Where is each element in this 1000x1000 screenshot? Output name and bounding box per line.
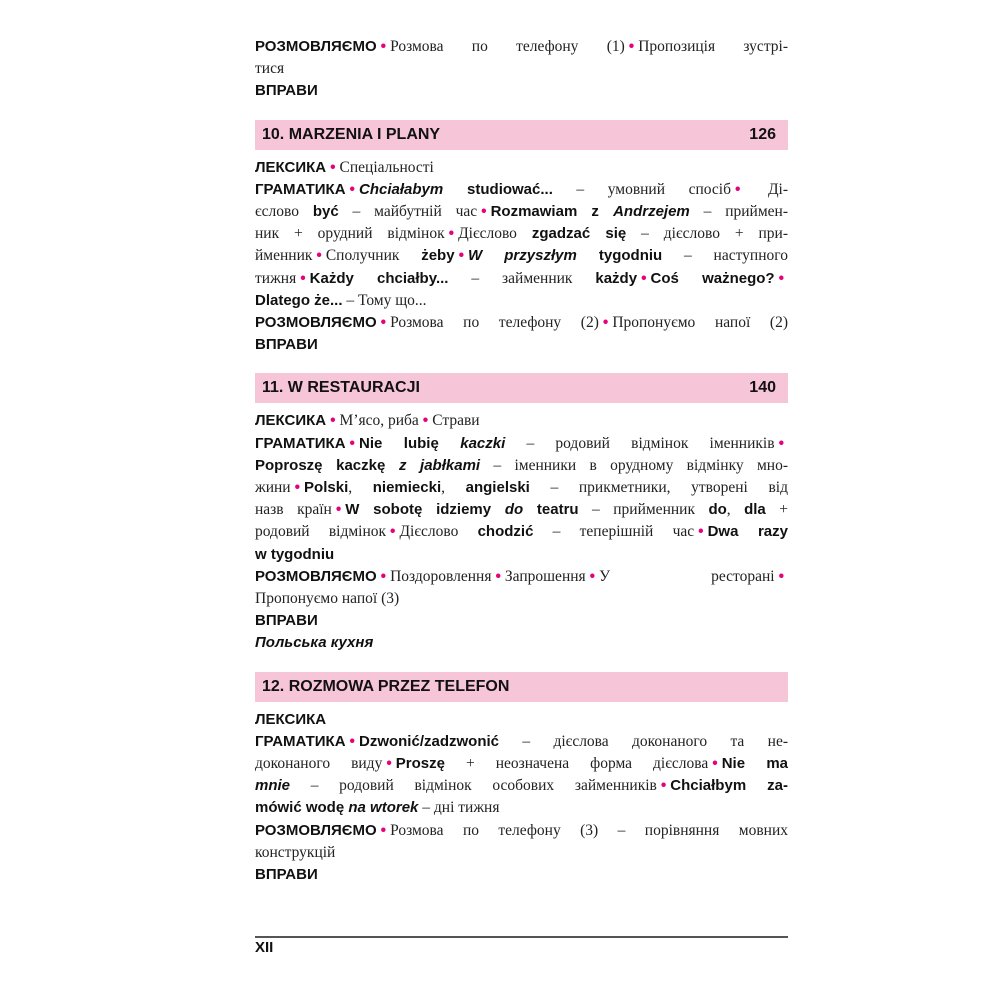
lesson-11-grammar-line: родовий відмінок • Дієслово chodzić – теперішній час • Dwa razy — [255, 523, 788, 541]
bullet-icon: • — [380, 567, 387, 585]
bullet-icon: • — [335, 501, 342, 519]
lesson-12-conversation: РОЗМОВЛЯЄМО • Розмова по телефону (3) – порівняння мовних — [255, 821, 788, 839]
lesson-11-conversation-line-2: Пропонуємо напої (3) — [255, 590, 400, 608]
bullet-icon: • — [330, 412, 336, 430]
bullet-icon: • — [349, 732, 355, 750]
page-footer-number: XII — [255, 936, 788, 956]
lesson-11-grammar-line: ГРАМАТИКА • Nie lubię kaczki – родовий відмінок іменників • — [255, 433, 788, 455]
lesson-11-vocabulary: ЛЕКСИКА • М’ясо, риба • Страви — [255, 412, 480, 430]
lesson-11-conversation: РОЗМОВЛЯЄМО • Поздоровлення • Запрошення • У ресторані • — [255, 566, 788, 588]
page-number: 126 — [749, 125, 776, 143]
table-of-contents — [255, 36, 788, 886]
lesson-12-header — [255, 672, 788, 702]
bullet-icon: • — [734, 180, 741, 198]
lesson-10-grammar-line: тижня • Każdy chciałby... – займенник każdy • Coś ważnego? • — [255, 268, 788, 290]
lesson-10-grammar-line: єслово być – майбутній час • Rozmawiam z Andrzejem – приймен- — [255, 203, 788, 221]
bullet-icon: • — [380, 821, 387, 839]
lesson-10-vocabulary: ЛЕКСИКА • Спеціальності — [255, 158, 434, 176]
bullet-icon: • — [330, 158, 336, 176]
lesson-10-grammar-line: Dlatego że... – Тому що... — [255, 291, 427, 309]
lesson-11-grammar-line: Poproszę kaczkę z jabłkami – іменники в орудному відмінку мно- — [255, 456, 788, 474]
bullet-icon: • — [481, 203, 487, 221]
lesson-10-conversation: РОЗМОВЛЯЄМО • Розмова по телефону (2) • Пропонуємо напої (2) — [255, 314, 788, 332]
lesson-10-grammar-line: йменник • Сполучник żeby • W przyszłym tygodniu – наступного — [255, 247, 788, 265]
lesson-10-exercises: ВПРАВИ — [255, 336, 318, 354]
lesson-11-grammar-line: w tygodniu — [255, 545, 335, 563]
lesson-10-header — [255, 120, 788, 150]
bullet-icon: • — [602, 314, 609, 332]
bullet-icon: • — [300, 269, 306, 287]
bullet-icon: • — [589, 567, 596, 585]
lesson-11-grammar-line: назв країн • W sobotę idziemy do teatru – прийменник do, dla + — [255, 501, 788, 519]
lesson-11-header — [255, 373, 788, 403]
lesson-12-grammar-line: mnie – родовий відмінок особових займенників • Chciałbym za- — [255, 777, 788, 795]
bullet-icon: • — [349, 180, 355, 198]
bullet-icon: • — [316, 247, 322, 265]
lesson-10-grammar-line: ГРАМАТИКА • Chciałabym studiować... – умовний спосіб • Ді- — [255, 180, 788, 198]
bullet-icon: • — [628, 38, 635, 55]
bullet-icon: • — [698, 523, 704, 541]
lesson-12-grammar-line: mówić wodę na wtorek – дні тижня — [255, 799, 500, 817]
bullet-icon: • — [349, 434, 355, 452]
lesson-title: 10. MARZENIA I PLANY — [262, 125, 441, 143]
bullet-icon: • — [778, 434, 784, 452]
lesson-10-grammar-line: ник + орудний відмінок • Дієслово zgadzać się – дієслово + при- — [255, 225, 789, 243]
bullet-icon: • — [641, 269, 647, 287]
lesson-11-polish-cuisine: Польська кухня — [255, 634, 374, 652]
bullet-icon: • — [660, 777, 667, 795]
lesson-title: 12. ROZMOWA PRZEZ TELEFON — [262, 677, 510, 695]
bullet-icon: • — [294, 479, 301, 497]
bullet-icon: • — [390, 523, 396, 541]
bullet-icon: • — [448, 225, 455, 243]
bullet-icon: • — [712, 755, 718, 773]
bullet-icon: • — [495, 567, 501, 585]
prev-conversation-line: РОЗМОВЛЯЄМО • Розмова по телефону (1) • Пропозиція зустрі- — [255, 38, 788, 55]
prev-exercises: ВПРАВИ — [255, 82, 318, 100]
bullet-icon: • — [380, 38, 387, 55]
lesson-12-vocabulary: ЛЕКСИКА — [255, 710, 327, 728]
bullet-icon: • — [380, 314, 387, 332]
bullet-icon: • — [778, 269, 785, 287]
bullet-icon: • — [458, 247, 465, 265]
lesson-12-grammar-line: доконаного виду • Proszę + неозначена форма дієслова • Nie ma — [255, 755, 788, 773]
lesson-12-exercises: ВПРАВИ — [255, 866, 318, 884]
lesson-12-conversation-line-2: конструкцій — [255, 843, 336, 861]
bullet-icon: • — [386, 755, 392, 773]
lesson-12-grammar-line: ГРАМАТИКА • Dzwonić/zadzwonić – дієслова доконаного та не- — [255, 732, 788, 750]
bullet-icon: • — [778, 567, 784, 585]
page-number: 140 — [749, 379, 776, 397]
lesson-title: 11. W RESTAURACJI — [262, 379, 420, 397]
lesson-11-grammar-line: жини • Polski, niemiecki, angielski – прикметники, утворені від — [255, 479, 788, 497]
lesson-11-exercises: ВПРАВИ — [255, 612, 318, 630]
prev-conversation-line-2: тися — [255, 60, 285, 78]
bullet-icon: • — [422, 412, 429, 430]
